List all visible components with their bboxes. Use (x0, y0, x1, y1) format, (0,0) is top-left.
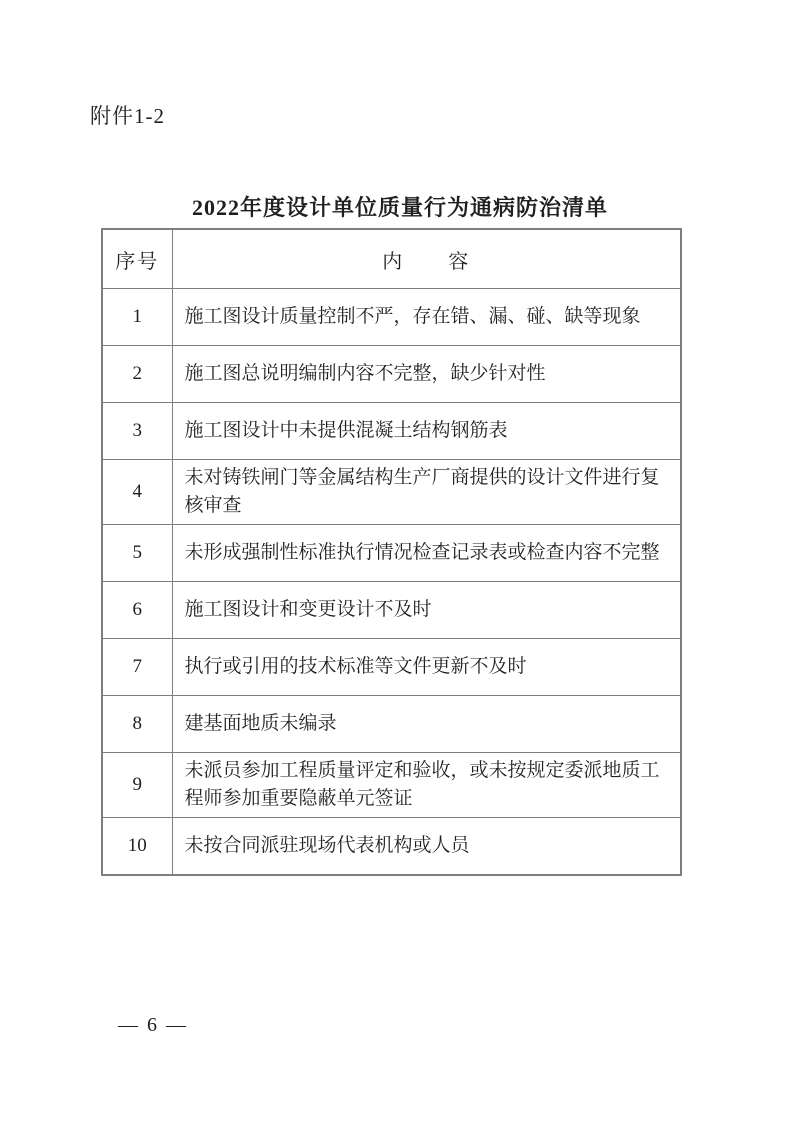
row-index-cell: 1 (102, 289, 172, 346)
header-content-cell: 内 容 (172, 229, 681, 289)
row-index-cell: 6 (102, 582, 172, 639)
row-content-cell: 施工图设计质量控制不严，存在错、漏、碰、缺等现象 (172, 289, 681, 346)
row-index-cell: 4 (102, 460, 172, 525)
table-row (102, 696, 681, 753)
row-content-cell: 未形成强制性标准执行情况检查记录表或检查内容不完整 (172, 525, 681, 582)
table-row (102, 289, 681, 346)
table-row (102, 346, 681, 403)
table-row (102, 582, 681, 639)
table-header-row (102, 229, 681, 289)
document-title: 2022年度设计单位质量行为通病防治清单 (191, 195, 608, 220)
row-content-cell: 建基面地质未编录 (172, 696, 681, 753)
attachment-label: 附件1-2 (90, 104, 165, 128)
row-content-cell: 未派员参加工程质量评定和验收，或未按规定委派地质工程师参加重要隐蔽单元签证 (172, 753, 681, 818)
table-row (102, 460, 681, 525)
header-index-cell: 序号 (102, 229, 172, 289)
row-index-cell: 8 (102, 696, 172, 753)
row-content-cell: 执行或引用的技术标准等文件更新不及时 (172, 639, 681, 696)
table-row (102, 818, 681, 876)
row-content-cell: 施工图设计中未提供混凝土结构钢筋表 (172, 403, 681, 460)
row-index-cell: 9 (102, 753, 172, 818)
row-index-cell: 3 (102, 403, 172, 460)
row-index-cell: 2 (102, 346, 172, 403)
table-row (102, 525, 681, 582)
page-number: — 6 — (118, 1014, 188, 1036)
row-content-cell: 施工图设计和变更设计不及时 (172, 582, 681, 639)
row-index-cell: 10 (102, 818, 172, 876)
row-content-cell: 未对铸铁闸门等金属结构生产厂商提供的设计文件进行复核审查 (172, 460, 681, 525)
row-content-cell: 施工图总说明编制内容不完整，缺少针对性 (172, 346, 681, 403)
table-row (102, 753, 681, 818)
table-row (102, 403, 681, 460)
row-content-cell: 未按合同派驻现场代表机构或人员 (172, 818, 681, 876)
defects-table (101, 228, 682, 876)
row-index-cell: 7 (102, 639, 172, 696)
table-row (102, 639, 681, 696)
row-index-cell: 5 (102, 525, 172, 582)
